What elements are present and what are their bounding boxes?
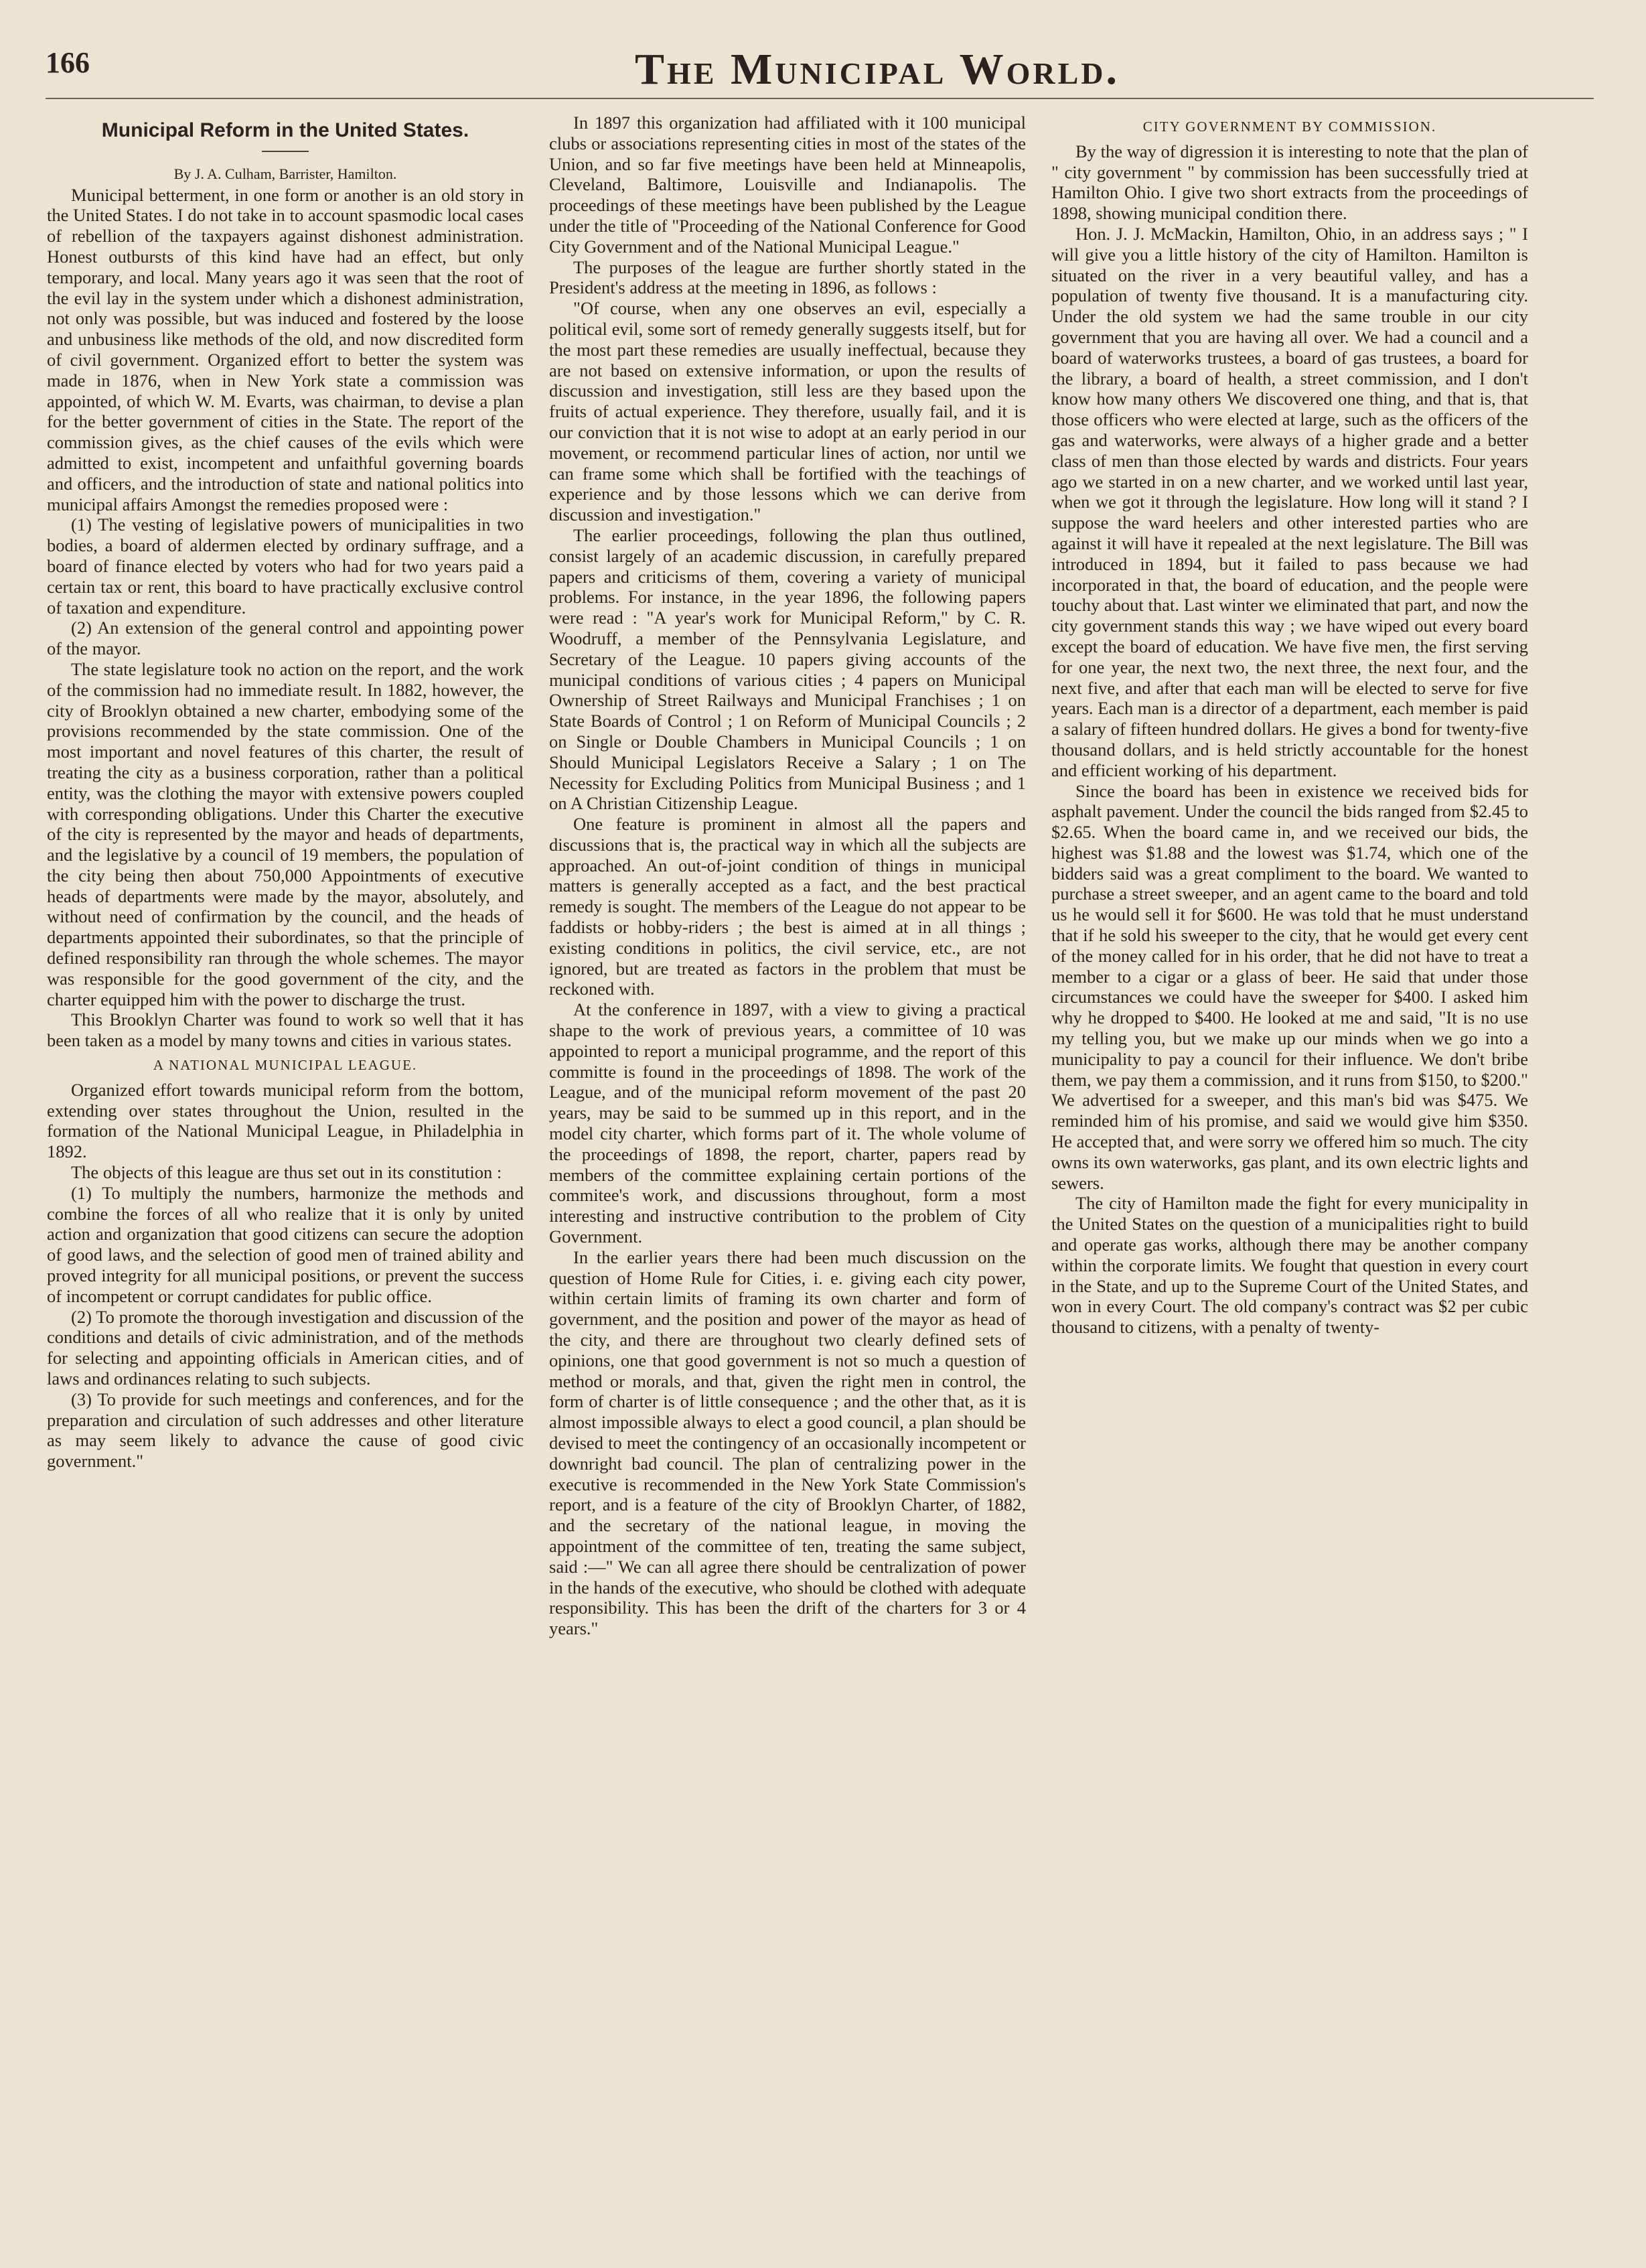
paragraph: Organized effort towards municipal reform from the bottom, extending over states throughout the Union, resulted in the formation of the National Municipal League, in Philadelphia in 1892. (47, 1079, 524, 1162)
paragraph: (3) To provide for such meetings and conferences, and for the preparation and circulation of such addresses and other literature as may seem likely to advance the cause of good civic government." (47, 1389, 524, 1472)
subhead-city-government: CITY GOVERNMENT BY COMMISSION. (1142, 119, 1437, 135)
paragraph: In 1897 this organization had affiliated with it 100 municipal clubs or associations representing cities in most of the states of the Union, and so far five meetings have been held at Minneapolis, Cleveland, Baltimore, Louisville and Indianapolis. The proceedings of these meetings have been published by the League under the title of "Proceeding of the National Conference for Good City Government and of the National Municipal League." (549, 113, 1026, 257)
title-rule (262, 151, 309, 152)
paragraph: The city of Hamilton made the fight for every municipality in the United States on the question of a municipalities right to build and operate gas works, although there may be another company within the corporate limits. We fought that question in every court in the State, and up to the Supreme Court of the United States, and won in every Court. The old company's contract was $2 per cubic thousand to citizens, with a penalty of twenty- (1051, 1193, 1528, 1338)
article-title: Municipal Reform in the United States. (101, 119, 469, 141)
page-number: 166 (46, 46, 90, 79)
paragraph: The earlier proceedings, following the plan thus outlined, consist largely of an academic discussion, in carefully prepared papers and criticisms of them, covering a variety of municipal problems. For instance, in the year 1896, the following papers were read : "A year's work for Municipal Reform," by C. R. Woodruff, a member of the Pennsylvania Legislature, and Secretary of the League. 10 papers giving accounts of the municipal conditions of various cities ; 4 papers on Municipal Ownership of Street Railways and Municipal Franchises ; 1 on State Boards of Control ; 1 on Reform of Municipal Councils ; 2 on Single or Double Chambers in Municipal Councils ; 1 on Should Municipal Legislators Receive a Salary ; 1 on The Necessity for Excluding Politics from Municipal Business ; and 1 on A Christian Citizenship League. (549, 524, 1026, 814)
paragraph: The objects of this league are thus set out in its constitution : (71, 1162, 502, 1183)
paragraph: At the conference in 1897, with a view to giving a practical shape to the work of previous years, a committee of 10 was appointed to report a municipal programme, and the report of this committe is found in the proceedings of 1898. The work of the League, and of the municipal reform movement of the past 20 years, may be said to be summed up in this report, and in the model city charter, which forms part of it. The whole volume of the proceedings of 1898, the report, charter, papers read by members of the committee explaining certain portions of the commitee's work, and discussions throughout, form a most interesting and instructive contribution to the problem of City Government. (549, 999, 1026, 1247)
paragraph: This Brooklyn Charter was found to work so well that it has been taken as a model by many towns and cities in various states. (47, 1009, 524, 1051)
paragraph: Municipal betterment, in one form or another is an old story in the United States. I do not take in to account spasmodic local cases of rebellion of the taxpayers against dishonest administration. Honest outbursts of this kind have had an effect, but only temporary, and local. Many years ago it was seen that the root of the evil lay in the system under which a dishonest administration, not only was possible, but was induced and fostered by the loose and unbusiness like methods of the old, and now discredited form of civil government. Organized effort to better the system was made in 1876, when in New York state a commission was appointed, of which W. M. Evarts, was chairman, to devise a plan for the better government of cities in the State. The report of the commission gives, as the chief causes of the evils which were admitted to exist, incompetent and unfaithful governing boards and officers, and the introduction of state and national politics into municipal affairs Amongst the remedies proposed were : (47, 184, 524, 514)
paragraph: Since the board has been in existence we received bids for asphalt pavement. Under the council the bids ranged from $2.45 to $2.65. When the board came in, and we received our bids, the highest was $1.88 and the lowest was $1.74, which one of the bidders said was a great compliment to the board. We wanted to purchase a street sweeper, and an agent came to the board and told us he would sell it for $600. He was told that he must understand that if he sold his sweeper to the city, that he would get every cent of the money called for in his order, that he did not have to treat a member to a cigar or a glass of beer. He said that under those circumstances we could have the sweeper for $400. I asked him why he dropped to $400. He looked at me and said, "It is no use my telling you, but we make up our minds when we go into a municipality to pay a council for their influence. We don't bribe them, we pay them a commission, and it runs from $150, to $200." We advertised for a sweeper, and this man's bid was $475. We reminded him of his promise, and said we would give him $350. He accepted that, and were sorry we offered him so much. The city owns its own waterworks, gas plant, and its own electric lights and sewers. (1051, 780, 1528, 1193)
masthead: The Municipal World. (634, 45, 1120, 94)
paragraph: Hon. J. J. McMackin, Hamilton, Ohio, in an address says ; " I will give you a little history of the city of Hamilton. Hamilton is situated on the river in a very beautiful valley, and has a population of twenty five thousand. It is a manufacturing city. Under the old system we had the same trouble in our city government that you are having all over. We had a council and a board of waterworks trustees, a board of gas trustees, a board for the library, a board of health, a street commission, and I don't know how many others We discovered one thing, and that is, that those officers who were elected at large, such as the officers of the gas and waterworks, were always of a higher grade and a better class of men than those elected by wards and districts. Four years ago we started in on a new charter, and we worked until last year, when we got it through the legislature. How long will it stand ? I suppose the ward heelers and other interested parties who are against it will have it repealed at the next legislature. The Bill was introduced in 1894, but it failed to pass because we had incorporated in that, the board of education, and the people were touchy about that. Last winter we eliminated that part, and now the city government stands this way ; we have wiped out every board except the board of education. We have five men, the first serving for one year, the next two, the next three, the next four, and the next five, and after that each man will be elected to serve for five years. Each man is a director of a department, each member is paid a salary of fifteen hundred dollars. He gives a bond for twenty-five thousand dollars, and is held strictly accountable for the honest and efficient working of his department. (1051, 223, 1528, 780)
paragraph: (2) An extension of the general control and appointing power of the mayor. (47, 618, 524, 659)
paragraph: The purposes of the league are further shortly stated in the President's address at the meeting in 1896, as follows : (549, 257, 1026, 298)
column-1 (47, 113, 524, 2216)
paragraph: The state legislature took no action on the report, and the work of the commission had no immediate result. In 1882, however, the city of Brooklyn obtained a new charter, embodying some of the provisions recommended by the state commission. One of the most important and novel features of this charter, the result of treating the city as a business corporation, rather than a political entity, was the clothing the mayor with extensive powers coupled with corresponding obligations. Under this Charter the executive of the city is represented by the mayor and heads of departments, and the legislative by a council of 19 members, the population of the city being then about 750,000 Appointments of executive heads of departments were made by the mayor, absolutely, and without need of confirmation by the council, and the heads of departments appointed their subordinates, so that the principle of defined responsibility ran through the whole schemes. The mayor was responsible for the good government of the city, and the charter equipped him with the power to discharge the trust. (47, 658, 524, 1009)
paragraph: One feature is prominent in almost all the papers and discussions that is, the practical way in which all the subjects are approached. An out-of-joint condition of things in municipal matters is generally accepted as a fact, and the best practical remedy is sought. The members of the League do not appear to be faddists or hobby-riders ; the best is aimed at in all things ; existing conditions in politics, the civil service, etc., are not ignored, but are treated as factors in the problem that must be reckoned with. (549, 814, 1026, 999)
subhead-national-league: A NATIONAL MUNICIPAL LEAGUE. (153, 1057, 418, 1074)
paragraph: (2) To promote the thorough investigation and discussion of the conditions and details of civic administration, and of the methods for selecting and appointing officials in American cities, and of laws and ordinances relating to such subjects. (47, 1306, 524, 1389)
column-3 (1051, 113, 1528, 2216)
header-rule (46, 98, 1594, 99)
paragraph: "Of course, when any one observes an evil, especially a political evil, some sort of remedy generally suggests itself, but for the most part these remedies are usually ineffectual, because they are not based on extensive information, or upon the results of discussion and investigation, still less are they based upon the fruits of actual experience. They therefore, usually fail, and it is our conviction that it is not wise to adopt at an early period in our movement, or recommend particular lines of action, nor until we can frame some which shall be fortified with the teachings of experience and by those lessons which we can derive from discussion and investigation." (549, 298, 1026, 525)
paragraph: In the earlier years there had been much discussion on the question of Home Rule for Cities, i. e. giving each city power, within certain limits of framing its own charter and form of government, and the position and power of the mayor as head of the city, and there are throughout two clearly defined sets of opinions, one that good government is not so much a question of method or morals, and that, given the right men in control, the form of charter is of little consequence ; and the other that, as it is almost impossible always to elect a good council, a plan should be devised to meet the contingency of an occasionally incompetent or downright bad council. The plan of centralizing power in the executive is recommended in the New York State Commission's report, and is a feature of the city of Brooklyn Charter, of 1882, and the secretary of the national league, in moving the appointment of the committee of ten, treating the same subject, said :—" We can all agree there should be centralization of power in the hands of the executive, who should be clothed with adequate responsibility. This has been the drift of the charters for 3 or 4 years." (549, 1247, 1026, 1639)
column-2 (549, 113, 1026, 2216)
paragraph: (1) The vesting of legislative powers of municipalities in two bodies, a board of aldermen elected by ordinary suffrage, and a board of finance elected by voters who had for two years paid a certain tax or rent, this board to have practically exclusive control of taxation and expenditure. (47, 514, 524, 618)
paragraph: By the way of digression it is interesting to note that the plan of " city government " by commission has been successfully tried at Hamilton Ohio. I give two short extracts from the proceedings of 1898, showing municipal condition there. (1051, 141, 1528, 224)
paragraph: (1) To multiply the numbers, harmonize the methods and combine the forces of all who realize that it is only by united action and organization that good citizens can secure the adoption of good laws, and the selection of good men of trained ability and proved integrity for all municipal positions, or prevent the success of incompetent or corrupt candidates for public office. (47, 1182, 524, 1306)
byline: By J. A. Culham, Barrister, Hamilton. (173, 165, 397, 182)
